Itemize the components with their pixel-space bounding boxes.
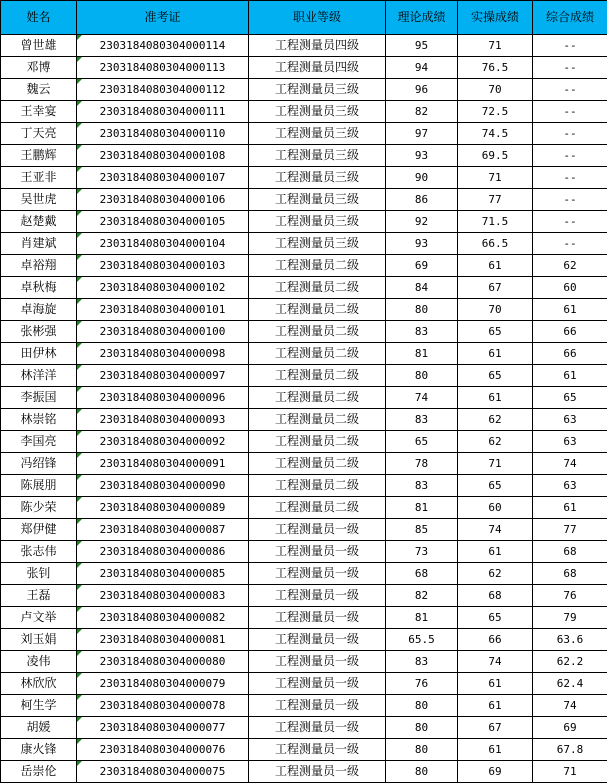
cell-theory[interactable]: 96: [386, 79, 458, 101]
cell-theory[interactable]: 93: [386, 233, 458, 255]
cell-theory[interactable]: 68: [386, 563, 458, 585]
cell-name[interactable]: 卓海旋: [1, 299, 77, 321]
cell-practical[interactable]: 71: [458, 35, 533, 57]
cell-theory[interactable]: 76: [386, 673, 458, 695]
cell-overall[interactable]: 63.6: [533, 629, 607, 651]
cell-practical[interactable]: 61: [458, 387, 533, 409]
header-level[interactable]: 职业等级: [249, 1, 386, 35]
table-row: [1, 145, 607, 167]
cell-overall[interactable]: 66: [533, 343, 607, 365]
cell-level[interactable]: 工程测量员一级: [249, 519, 386, 541]
cell-overall[interactable]: --: [533, 167, 607, 189]
cell-level[interactable]: 工程测量员三级: [249, 101, 386, 123]
table-row: [1, 739, 607, 761]
cell-overall[interactable]: 66: [533, 321, 607, 343]
cell-exam-no[interactable]: 2303184080304000092: [77, 431, 249, 453]
cell-theory[interactable]: 80: [386, 299, 458, 321]
cell-exam-no[interactable]: 2303184080304000083: [77, 585, 249, 607]
cell-theory[interactable]: 80: [386, 761, 458, 783]
cell-name[interactable]: 吴世虎: [1, 189, 77, 211]
cell-practical[interactable]: 62: [458, 409, 533, 431]
cell-name[interactable]: 田伊林: [1, 343, 77, 365]
cell-exam-no[interactable]: 2303184080304000075: [77, 761, 249, 783]
cell-exam-no[interactable]: 2303184080304000100: [77, 321, 249, 343]
cell-practical[interactable]: 66: [458, 629, 533, 651]
cell-overall[interactable]: 67.8: [533, 739, 607, 761]
cell-name[interactable]: 王鹏辉: [1, 145, 77, 167]
cell-exam-no[interactable]: 2303184080304000112: [77, 79, 249, 101]
cell-theory[interactable]: 97: [386, 123, 458, 145]
cell-name[interactable]: 王亚非: [1, 167, 77, 189]
cell-practical[interactable]: 66.5: [458, 233, 533, 255]
cell-overall[interactable]: 74: [533, 695, 607, 717]
cell-theory[interactable]: 93: [386, 145, 458, 167]
cell-theory[interactable]: 69: [386, 255, 458, 277]
cell-overall[interactable]: 79: [533, 607, 607, 629]
cell-overall[interactable]: --: [533, 57, 607, 79]
cell-practical[interactable]: 76.5: [458, 57, 533, 79]
cell-overall[interactable]: 74: [533, 453, 607, 475]
cell-exam-no[interactable]: 2303184080304000103: [77, 255, 249, 277]
cell-exam-no[interactable]: 2303184080304000107: [77, 167, 249, 189]
cell-overall[interactable]: 69: [533, 717, 607, 739]
table-row: [1, 57, 607, 79]
table-row: [1, 79, 607, 101]
cell-exam-no[interactable]: 2303184080304000101: [77, 299, 249, 321]
cell-exam-no[interactable]: 2303184080304000090: [77, 475, 249, 497]
cell-overall[interactable]: --: [533, 189, 607, 211]
cell-level[interactable]: 工程测量员二级: [249, 365, 386, 387]
cell-practical[interactable]: 71.5: [458, 211, 533, 233]
cell-overall[interactable]: 65: [533, 387, 607, 409]
cell-theory[interactable]: 84: [386, 277, 458, 299]
cell-name[interactable]: 张钊: [1, 563, 77, 585]
cell-level[interactable]: 工程测量员三级: [249, 233, 386, 255]
cell-level[interactable]: 工程测量员二级: [249, 409, 386, 431]
table-row: [1, 497, 607, 519]
cell-theory[interactable]: 83: [386, 321, 458, 343]
cell-practical[interactable]: 65: [458, 607, 533, 629]
cell-exam-no[interactable]: 2303184080304000114: [77, 35, 249, 57]
cell-exam-no[interactable]: 2303184080304000082: [77, 607, 249, 629]
cell-practical[interactable]: 71: [458, 167, 533, 189]
cell-exam-no[interactable]: 2303184080304000087: [77, 519, 249, 541]
header-name[interactable]: 姓名: [1, 1, 77, 35]
cell-exam-no[interactable]: 2303184080304000089: [77, 497, 249, 519]
table-row: [1, 717, 607, 739]
table-row: [1, 651, 607, 673]
cell-level[interactable]: 工程测量员一级: [249, 541, 386, 563]
cell-name[interactable]: 肖建斌: [1, 233, 77, 255]
cell-name[interactable]: 魏云: [1, 79, 77, 101]
cell-level[interactable]: 工程测量员四级: [249, 35, 386, 57]
cell-exam-no[interactable]: 2303184080304000096: [77, 387, 249, 409]
cell-name[interactable]: 康火锋: [1, 739, 77, 761]
cell-theory[interactable]: 83: [386, 475, 458, 497]
cell-level[interactable]: 工程测量员二级: [249, 321, 386, 343]
cell-overall[interactable]: --: [533, 145, 607, 167]
cell-theory[interactable]: 85: [386, 519, 458, 541]
cell-exam-no[interactable]: 2303184080304000113: [77, 57, 249, 79]
cell-exam-no[interactable]: 2303184080304000104: [77, 233, 249, 255]
table-row: [1, 365, 607, 387]
cell-exam-no[interactable]: 2303184080304000093: [77, 409, 249, 431]
cell-level[interactable]: 工程测量员三级: [249, 211, 386, 233]
table-row: [1, 343, 607, 365]
table-row: [1, 35, 607, 57]
cell-theory[interactable]: 81: [386, 343, 458, 365]
cell-practical[interactable]: 72.5: [458, 101, 533, 123]
cell-name[interactable]: 赵楚戴: [1, 211, 77, 233]
cell-name[interactable]: 卓裕翔: [1, 255, 77, 277]
cell-practical[interactable]: 61: [458, 739, 533, 761]
cell-name[interactable]: 卢文举: [1, 607, 77, 629]
cell-level[interactable]: 工程测量员三级: [249, 79, 386, 101]
cell-exam-no[interactable]: 2303184080304000091: [77, 453, 249, 475]
cell-level[interactable]: 工程测量员一级: [249, 695, 386, 717]
cell-name[interactable]: 郑伊健: [1, 519, 77, 541]
cell-exam-no[interactable]: 2303184080304000080: [77, 651, 249, 673]
cell-practical[interactable]: 61: [458, 541, 533, 563]
cell-theory[interactable]: 81: [386, 497, 458, 519]
cell-overall[interactable]: 61: [533, 365, 607, 387]
cell-overall[interactable]: 63: [533, 409, 607, 431]
table-row: [1, 761, 607, 783]
table-row: [1, 321, 607, 343]
cell-exam-no[interactable]: 2303184080304000110: [77, 123, 249, 145]
cell-practical[interactable]: 77: [458, 189, 533, 211]
cell-exam-no[interactable]: 2303184080304000086: [77, 541, 249, 563]
cell-theory[interactable]: 65.5: [386, 629, 458, 651]
cell-practical[interactable]: 74.5: [458, 123, 533, 145]
cell-name[interactable]: 张彬强: [1, 321, 77, 343]
cell-level[interactable]: 工程测量员一级: [249, 607, 386, 629]
table-row: [1, 233, 607, 255]
cell-practical[interactable]: 60: [458, 497, 533, 519]
cell-overall[interactable]: --: [533, 123, 607, 145]
cell-name[interactable]: 冯绍锋: [1, 453, 77, 475]
header-row: [1, 1, 607, 35]
cell-level[interactable]: 工程测量员二级: [249, 497, 386, 519]
cell-level[interactable]: 工程测量员二级: [249, 453, 386, 475]
header-theory[interactable]: 理论成绩: [386, 1, 458, 35]
table-row: [1, 431, 607, 453]
cell-level[interactable]: 工程测量员一级: [249, 717, 386, 739]
cell-level[interactable]: 工程测量员四级: [249, 57, 386, 79]
cell-overall[interactable]: --: [533, 79, 607, 101]
cell-overall[interactable]: --: [533, 35, 607, 57]
cell-level[interactable]: 工程测量员三级: [249, 145, 386, 167]
table-row: [1, 607, 607, 629]
cell-practical[interactable]: 62: [458, 431, 533, 453]
cell-exam-no[interactable]: 2303184080304000102: [77, 277, 249, 299]
cell-level[interactable]: 工程测量员二级: [249, 387, 386, 409]
cell-name[interactable]: 曾世雄: [1, 35, 77, 57]
cell-practical[interactable]: 65: [458, 321, 533, 343]
cell-practical[interactable]: 65: [458, 475, 533, 497]
cell-theory[interactable]: 90: [386, 167, 458, 189]
cell-level[interactable]: 工程测量员一级: [249, 739, 386, 761]
cell-name[interactable]: 李振国: [1, 387, 77, 409]
cell-name[interactable]: 邓博: [1, 57, 77, 79]
cell-practical[interactable]: 61: [458, 695, 533, 717]
cell-level[interactable]: 工程测量员二级: [249, 255, 386, 277]
table-row: [1, 475, 607, 497]
cell-theory[interactable]: 83: [386, 409, 458, 431]
table-row: [1, 387, 607, 409]
cell-theory[interactable]: 80: [386, 717, 458, 739]
table-row: [1, 277, 607, 299]
cell-level[interactable]: 工程测量员二级: [249, 431, 386, 453]
cell-name[interactable]: 陈少荣: [1, 497, 77, 519]
cell-level[interactable]: 工程测量员一级: [249, 651, 386, 673]
header-exam-no[interactable]: 准考证: [77, 1, 249, 35]
cell-exam-no[interactable]: 2303184080304000079: [77, 673, 249, 695]
cell-level[interactable]: 工程测量员二级: [249, 475, 386, 497]
cell-level[interactable]: 工程测量员一级: [249, 673, 386, 695]
cell-practical[interactable]: 62: [458, 563, 533, 585]
cell-practical[interactable]: 67: [458, 717, 533, 739]
cell-exam-no[interactable]: 2303184080304000085: [77, 563, 249, 585]
cell-theory[interactable]: 80: [386, 695, 458, 717]
cell-theory[interactable]: 86: [386, 189, 458, 211]
cell-name[interactable]: 凌伟: [1, 651, 77, 673]
cell-theory[interactable]: 94: [386, 57, 458, 79]
cell-name[interactable]: 岳崇伦: [1, 761, 77, 783]
cell-practical[interactable]: 74: [458, 519, 533, 541]
cell-theory[interactable]: 78: [386, 453, 458, 475]
table-row: [1, 519, 607, 541]
cell-exam-no[interactable]: 2303184080304000111: [77, 101, 249, 123]
cell-practical[interactable]: 61: [458, 255, 533, 277]
cell-practical[interactable]: 70: [458, 79, 533, 101]
cell-overall[interactable]: 62.2: [533, 651, 607, 673]
cell-name[interactable]: 王磊: [1, 585, 77, 607]
cell-practical[interactable]: 74: [458, 651, 533, 673]
header-practical[interactable]: 实操成绩: [458, 1, 533, 35]
cell-name[interactable]: 卓秋梅: [1, 277, 77, 299]
cell-overall[interactable]: 62: [533, 255, 607, 277]
cell-name[interactable]: 柯生学: [1, 695, 77, 717]
table-row: [1, 409, 607, 431]
table-row: [1, 695, 607, 717]
cell-name[interactable]: 刘玉娟: [1, 629, 77, 651]
cell-level[interactable]: 工程测量员二级: [249, 277, 386, 299]
cell-practical[interactable]: 69: [458, 761, 533, 783]
cell-exam-no[interactable]: 2303184080304000106: [77, 189, 249, 211]
cell-practical[interactable]: 71: [458, 453, 533, 475]
cell-theory[interactable]: 74: [386, 387, 458, 409]
cell-exam-no[interactable]: 2303184080304000098: [77, 343, 249, 365]
cell-exam-no[interactable]: 2303184080304000108: [77, 145, 249, 167]
cell-overall[interactable]: 63: [533, 475, 607, 497]
cell-theory[interactable]: 92: [386, 211, 458, 233]
cell-practical[interactable]: 67: [458, 277, 533, 299]
table-header: [1, 1, 607, 35]
table-row: [1, 167, 607, 189]
cell-level[interactable]: 工程测量员一级: [249, 761, 386, 783]
table-row: [1, 673, 607, 695]
table-row: [1, 211, 607, 233]
table-body: [1, 35, 607, 783]
cell-theory[interactable]: 73: [386, 541, 458, 563]
cell-level[interactable]: 工程测量员一级: [249, 585, 386, 607]
cell-overall[interactable]: --: [533, 101, 607, 123]
cell-name[interactable]: 林洋洋: [1, 365, 77, 387]
cell-exam-no[interactable]: 2303184080304000081: [77, 629, 249, 651]
cell-theory[interactable]: 95: [386, 35, 458, 57]
cell-name[interactable]: 王幸宴: [1, 101, 77, 123]
cell-level[interactable]: 工程测量员一级: [249, 629, 386, 651]
cell-practical[interactable]: 70: [458, 299, 533, 321]
table-row: [1, 189, 607, 211]
table-row: [1, 123, 607, 145]
cell-name[interactable]: 林崇铭: [1, 409, 77, 431]
cell-level[interactable]: 工程测量员二级: [249, 343, 386, 365]
cell-overall[interactable]: 62.4: [533, 673, 607, 695]
cell-exam-no[interactable]: 2303184080304000105: [77, 211, 249, 233]
cell-theory[interactable]: 83: [386, 651, 458, 673]
table-row: [1, 563, 607, 585]
table-row: [1, 299, 607, 321]
cell-overall[interactable]: --: [533, 233, 607, 255]
header-overall[interactable]: 综合成绩: [533, 1, 607, 35]
cell-name[interactable]: 陈展朋: [1, 475, 77, 497]
cell-overall[interactable]: 68: [533, 563, 607, 585]
cell-overall[interactable]: 71: [533, 761, 607, 783]
cell-level[interactable]: 工程测量员三级: [249, 123, 386, 145]
cell-theory[interactable]: 65: [386, 431, 458, 453]
cell-exam-no[interactable]: 2303184080304000076: [77, 739, 249, 761]
cell-overall[interactable]: 60: [533, 277, 607, 299]
cell-practical[interactable]: 69.5: [458, 145, 533, 167]
cell-practical[interactable]: 61: [458, 673, 533, 695]
cell-overall[interactable]: 76: [533, 585, 607, 607]
table-row: [1, 255, 607, 277]
cell-theory[interactable]: 82: [386, 585, 458, 607]
cell-theory[interactable]: 82: [386, 101, 458, 123]
table-row: [1, 541, 607, 563]
cell-name[interactable]: 林欣欣: [1, 673, 77, 695]
table-row: [1, 629, 607, 651]
cell-level[interactable]: 工程测量员三级: [249, 167, 386, 189]
cell-theory[interactable]: 81: [386, 607, 458, 629]
cell-practical[interactable]: 68: [458, 585, 533, 607]
cell-level[interactable]: 工程测量员二级: [249, 299, 386, 321]
cell-overall[interactable]: 68: [533, 541, 607, 563]
cell-practical[interactable]: 61: [458, 343, 533, 365]
cell-level[interactable]: 工程测量员三级: [249, 189, 386, 211]
cell-name[interactable]: 胡媛: [1, 717, 77, 739]
cell-theory[interactable]: 80: [386, 365, 458, 387]
table-row: [1, 585, 607, 607]
cell-name[interactable]: 李国亮: [1, 431, 77, 453]
table-row: [1, 101, 607, 123]
cell-overall[interactable]: --: [533, 211, 607, 233]
cell-exam-no[interactable]: 2303184080304000078: [77, 695, 249, 717]
cell-overall[interactable]: 61: [533, 497, 607, 519]
cell-name[interactable]: 张志伟: [1, 541, 77, 563]
cell-theory[interactable]: 80: [386, 739, 458, 761]
cell-level[interactable]: 工程测量员一级: [249, 563, 386, 585]
cell-name[interactable]: 丁天亮: [1, 123, 77, 145]
cell-overall[interactable]: 61: [533, 299, 607, 321]
cell-overall[interactable]: 77: [533, 519, 607, 541]
cell-practical[interactable]: 65: [458, 365, 533, 387]
cell-exam-no[interactable]: 2303184080304000077: [77, 717, 249, 739]
table-row: [1, 453, 607, 475]
cell-overall[interactable]: 63: [533, 431, 607, 453]
cell-exam-no[interactable]: 2303184080304000097: [77, 365, 249, 387]
